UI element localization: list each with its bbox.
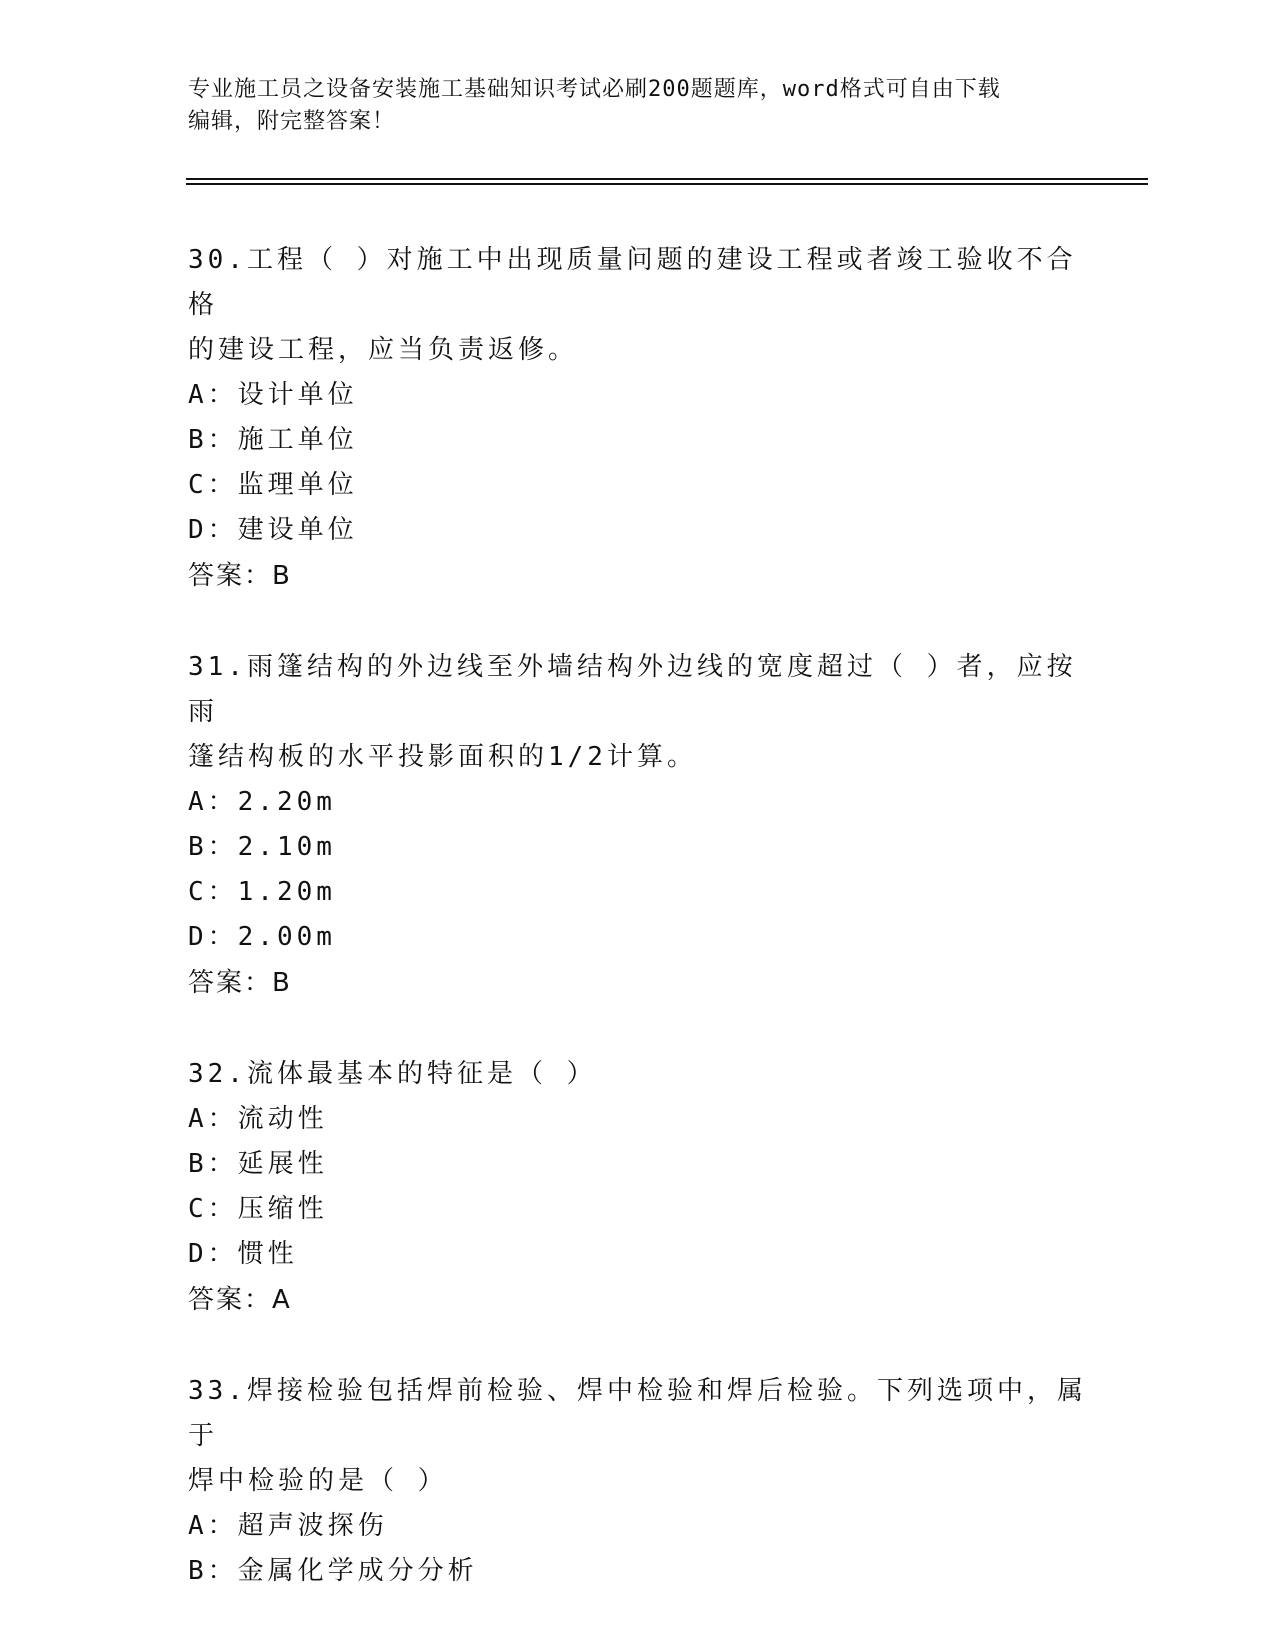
option-a: A：超声波探伤 [188,1511,388,1541]
question-stem: 30.工程（ ）对施工中出现质量问题的建设工程或者竣工验收不合格 [188,245,1077,320]
header-line-2: 编辑，附完整答案！ [188,109,396,134]
answer: 答案：B [188,968,292,998]
question-stem-continued: 的建设工程，应当负责返修。 [188,335,579,365]
option-c: C：监理单位 [188,470,358,500]
document-header [188,74,1088,138]
header-line-1: 专业施工员之设备安装施工基础知识考试必刷200题题库，word格式可自由下载 [188,77,1001,102]
question-30 [188,238,1088,599]
option-c: C：1.20m [188,877,336,907]
option-d: D：2.00m [188,922,336,952]
question-31 [188,645,1088,1006]
option-b: B：2.10m [188,832,336,862]
option-c: C：压缩性 [188,1194,328,1224]
option-b: B：金属化学成分分析 [188,1556,478,1586]
header-divider-bottom [186,183,1148,185]
question-32 [188,1052,1088,1323]
option-a: A：设计单位 [188,380,358,410]
question-stem-continued: 篷结构板的水平投影面积的1/2计算。 [188,742,697,772]
option-a: A：2.20m [188,787,336,817]
question-33 [188,1369,1088,1594]
answer: 答案：A [188,1285,292,1315]
question-stem: 32.流体最基本的特征是（ ） [188,1059,597,1089]
option-b: B：延展性 [188,1149,328,1179]
header-divider-top [186,178,1148,180]
option-b: B：施工单位 [188,425,358,455]
option-d: D：惯性 [188,1239,298,1269]
option-a: A：流动性 [188,1104,328,1134]
question-list [188,238,1088,1640]
answer: 答案：B [188,561,292,591]
question-stem: 31.雨篷结构的外边线至外墙结构外边线的宽度超过（ ）者，应按雨 [188,652,1077,727]
question-stem-continued: 焊中检验的是（ ） [188,1466,448,1496]
option-d: D：建设单位 [188,515,358,545]
question-stem: 33.焊接检验包括焊前检验、焊中检验和焊后检验。下列选项中，属于 [188,1376,1087,1451]
